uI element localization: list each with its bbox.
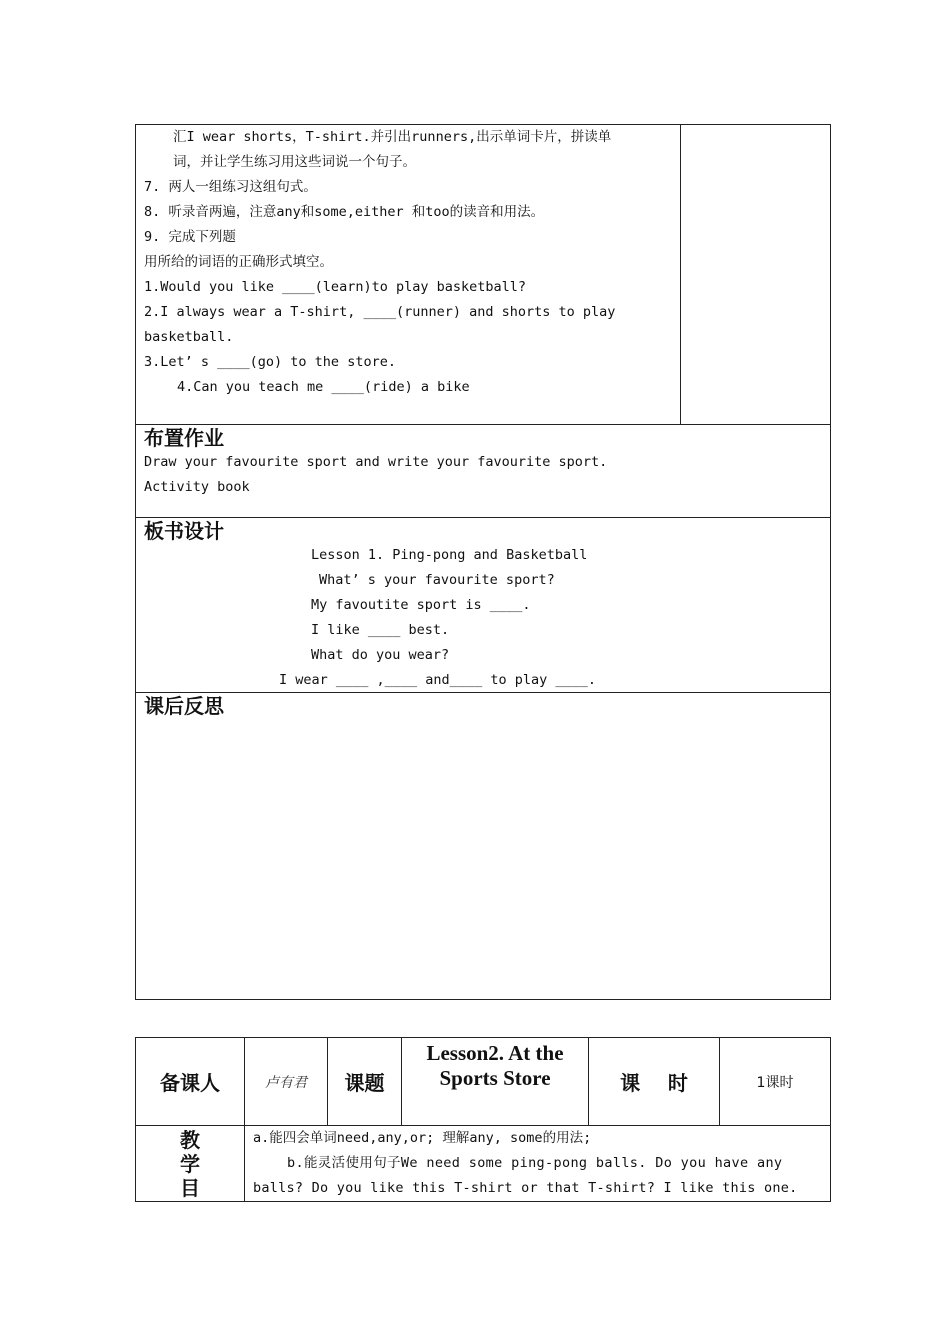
objective-line: a.能四会单词need,any,or; 理解any, some的用法;: [253, 1130, 592, 1146]
exercise-line: 2.I always wear a T-shirt, ____(runner) and shorts to play: [144, 304, 616, 320]
preparer-name-cell: [245, 1038, 328, 1126]
board-line: My favoutite sport is ____.: [311, 597, 531, 613]
exercise-line: 3.Let’ s ____(go) to the store.: [144, 354, 396, 370]
topic-label: 课题: [344, 1071, 385, 1095]
hours-label: 课 时: [620, 1071, 688, 1095]
board-line: What’ s your favourite sport?: [319, 572, 555, 588]
board-design-heading: 板书设计: [144, 519, 224, 543]
lesson2-header-table: [135, 1037, 831, 1202]
objectives-label: 教学目: [180, 1128, 200, 1200]
board-line: Lesson 1. Ping-pong and Basketball: [311, 547, 588, 563]
exercise-line: 4.Can you teach me ____(ride) a bike: [177, 379, 470, 395]
preparer-label: 备课人: [160, 1071, 220, 1095]
procedure-line: 7. 两人一组练习这组句式。: [144, 179, 317, 195]
procedure-line: 9. 完成下列题: [144, 229, 236, 245]
preparer-label-cell: [136, 1038, 245, 1126]
homework-line: Activity book: [144, 479, 250, 495]
exercise-line: 1.Would you like ____(learn)to play basketball?: [144, 279, 527, 295]
procedure-line: 汇I wear shorts，T-shirt.并引出runners,出示单词卡片，拼读单: [173, 129, 612, 145]
board-line: I like ____ best.: [311, 622, 450, 638]
exercise-line: basketball.: [144, 329, 234, 345]
preparer-name: 卢有君: [265, 1074, 307, 1091]
hours-label-cell: [589, 1038, 720, 1126]
topic-cell: [402, 1038, 589, 1126]
homework-heading: 布置作业: [144, 426, 224, 450]
topic-label-cell: [328, 1038, 402, 1126]
procedure-line: 用所给的词语的正确形式填空。: [144, 254, 333, 270]
homework-line: Draw your favourite sport and write your favourite sport.: [144, 454, 608, 470]
board-line: I wear ____ ,____ and____ to play ____.: [279, 672, 596, 688]
lesson-title: Lesson2. At the Sports Store: [426, 1041, 564, 1090]
reflection-heading: 课后反思: [144, 694, 224, 718]
hours-value: 1课时: [756, 1074, 794, 1091]
hours-cell: [720, 1038, 831, 1126]
objective-line: balls? Do you like this T-shirt or that T-shirt? I like this one.: [253, 1180, 798, 1196]
objectives-cell: [245, 1126, 831, 1202]
procedure-line: 8. 听录音两遍，注意any和some,either 和too的读音和用法。: [144, 204, 545, 220]
board-line: What do you wear?: [311, 647, 450, 663]
objectives-label-cell: [136, 1126, 245, 1202]
procedure-line: 词，并让学生练习用这些词说一个句子。: [173, 154, 416, 170]
objective-line: b.能灵活使用句子We need some ping-pong balls. Do you have any: [287, 1155, 783, 1171]
procedure-side-divider: [680, 124, 681, 424]
